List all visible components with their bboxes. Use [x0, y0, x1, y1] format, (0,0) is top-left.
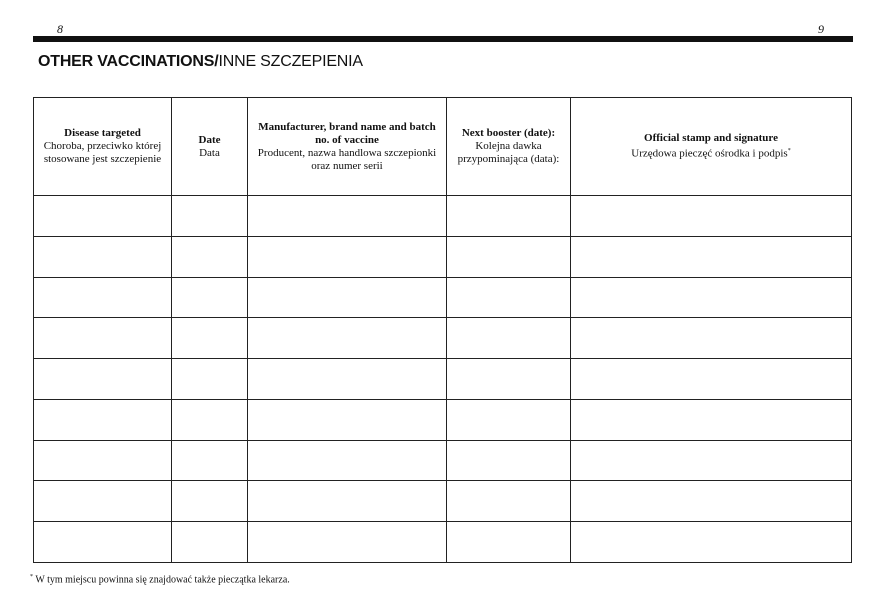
cell-date[interactable] [172, 481, 248, 522]
table-row [34, 440, 852, 481]
cell-manufacturer[interactable] [248, 399, 447, 440]
table-row [34, 359, 852, 400]
cell-date[interactable] [172, 277, 248, 318]
title-polish: INNE SZCZEPIENIA [218, 53, 363, 70]
cell-next-booster[interactable] [447, 277, 571, 318]
cell-date[interactable] [172, 196, 248, 237]
vaccination-table [33, 97, 852, 563]
cell-manufacturer[interactable] [248, 440, 447, 481]
cell-date[interactable] [172, 318, 248, 359]
table-row [34, 481, 852, 522]
cell-official-stamp[interactable] [571, 522, 852, 563]
cell-date[interactable] [172, 359, 248, 400]
cell-date[interactable] [172, 399, 248, 440]
table-row [34, 196, 852, 237]
cell-manufacturer[interactable] [248, 277, 447, 318]
column-header-disease: Disease targeted Choroba, przeciwko której stosowane jest szczepienie [34, 98, 172, 196]
cell-official-stamp[interactable] [571, 196, 852, 237]
cell-official-stamp[interactable] [571, 318, 852, 359]
table-row [34, 522, 852, 563]
cell-next-booster[interactable] [447, 236, 571, 277]
cell-disease[interactable] [34, 399, 172, 440]
cell-official-stamp[interactable] [571, 440, 852, 481]
cell-manufacturer[interactable] [248, 481, 447, 522]
footnote-marker: * [787, 148, 791, 155]
cell-official-stamp[interactable] [571, 236, 852, 277]
cell-next-booster[interactable] [447, 440, 571, 481]
cell-disease[interactable] [34, 236, 172, 277]
table-row [34, 236, 852, 277]
cell-official-stamp[interactable] [571, 481, 852, 522]
footnote-marker: * [30, 574, 33, 580]
page-number-left: 8 [57, 22, 63, 36]
cell-disease[interactable] [34, 196, 172, 237]
page-number-right: 9 [818, 22, 824, 36]
table-row [34, 318, 852, 359]
column-header-official-stamp: Official stamp and signature Urzędowa pieczęć ośrodka i podpis* [571, 98, 852, 196]
table-body [34, 196, 852, 563]
cell-manufacturer[interactable] [248, 359, 447, 400]
cell-disease[interactable] [34, 522, 172, 563]
cell-next-booster[interactable] [447, 359, 571, 400]
cell-manufacturer[interactable] [248, 318, 447, 359]
footnote [30, 574, 290, 585]
cell-next-booster[interactable] [447, 481, 571, 522]
cell-official-stamp[interactable] [571, 359, 852, 400]
cell-next-booster[interactable] [447, 196, 571, 237]
cell-next-booster[interactable] [447, 399, 571, 440]
table-row [34, 399, 852, 440]
cell-official-stamp[interactable] [571, 399, 852, 440]
column-header-date: Date Data [172, 98, 248, 196]
cell-disease[interactable] [34, 318, 172, 359]
cell-manufacturer[interactable] [248, 522, 447, 563]
title-english: OTHER VACCINATIONS/ [38, 53, 219, 70]
table-row [34, 277, 852, 318]
cell-disease[interactable] [34, 440, 172, 481]
column-header-next-booster: Next booster (date): Kolejna dawka przypominająca (data): [447, 98, 571, 196]
cell-next-booster[interactable] [447, 318, 571, 359]
cell-date[interactable] [172, 236, 248, 277]
cell-disease[interactable] [34, 481, 172, 522]
cell-date[interactable] [172, 522, 248, 563]
page-title [38, 53, 363, 71]
table-header-row [34, 98, 852, 196]
cell-date[interactable] [172, 440, 248, 481]
cell-disease[interactable] [34, 277, 172, 318]
header-rule [33, 36, 853, 42]
cell-manufacturer[interactable] [248, 196, 447, 237]
vaccination-table-container [33, 97, 851, 563]
cell-next-booster[interactable] [447, 522, 571, 563]
column-header-manufacturer: Manufacturer, brand name and batch no. of vaccine Producent, nazwa handlowa szczepionki oraz numer serii [248, 98, 447, 196]
footnote-text: W tym miejscu powinna się znajdować także pieczątka lekarza. [35, 574, 290, 586]
cell-disease[interactable] [34, 359, 172, 400]
cell-official-stamp[interactable] [571, 277, 852, 318]
cell-manufacturer[interactable] [248, 236, 447, 277]
